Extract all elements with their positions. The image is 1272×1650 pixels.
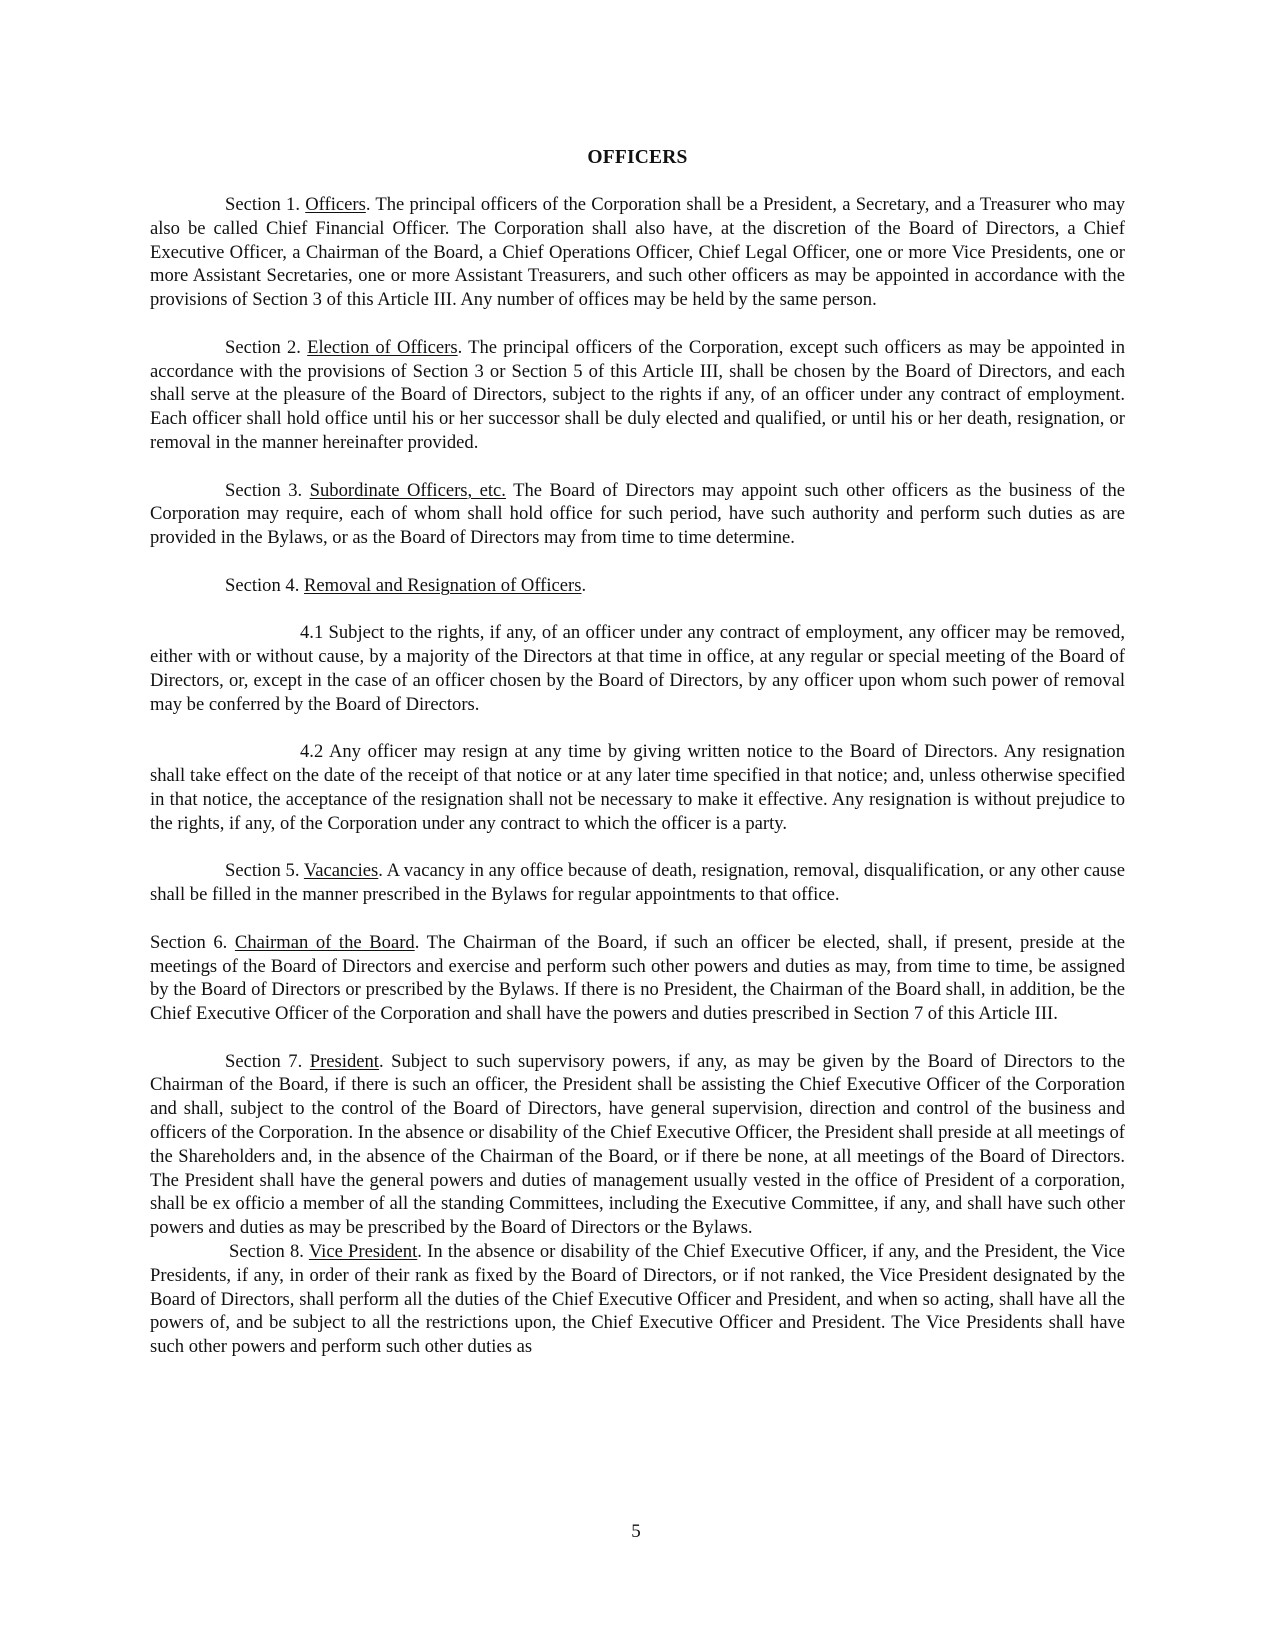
section-8-prefix: Section 8. [229, 1241, 309, 1263]
page-heading: OFFICERS [587, 147, 688, 168]
section-3-paragraph [150, 479, 1125, 550]
section-6-body: . The Chairman of the Board, if such an officer be elected, shall, if present, preside at the meetings of the Board of Directors and exercise and perform such other powers and duties as may, from time to time, be assigned by the Board of Directors or prescribed by the Bylaws. If there is no President, the Chairman of the Board shall, in addition, be the Chief Executive Officer of the Corporation and shall have the powers and duties prescribed in Section 7 of this Article III. [150, 931, 1126, 1025]
page-number: 5 [631, 1521, 641, 1542]
section-6-prefix: Section 6. [150, 931, 235, 953]
document-page [150, 146, 1125, 1359]
section-6-paragraph [150, 931, 1125, 1026]
section-2-title: Election of Officers [307, 336, 458, 358]
section-4-paragraph [150, 574, 1125, 598]
section-1-title: Officers [305, 194, 366, 215]
section-8-title: Vice President [308, 1241, 418, 1263]
section-1-body: . The principal officers of the Corporation shall be a President, a Secretary, and a Treasurer who may also be called Chief Financial Officer. The Corporation shall also have, at the discretion of the Board of Directors, a Chief Executive Officer, a Chairman of the Board, a Chief Operations Officer, Chief Legal Officer, one or more Vice Presidents, one or more Assistant Secretaries, one or more Assistant Treasurers, and such other officers as may be appointed in accordance with the provisions of Section 3 of this Article III. Any number of offices may be held by the same person. [150, 194, 1125, 311]
section-2-paragraph [150, 336, 1125, 455]
subsection-4-2-body: 4.2 Any officer may resign at any time by giving written notice to the Board of Directors. Any resignation shall take effect on the date of the receipt of that notice or at any later time specified in that notice; and, unless otherwise specified in that notice, the acceptance of the resignation shall not be necessary to make it effective. Any resignation is without prejudice to the rights, if any, of the Corporation under any contract to which the officer is a party. [150, 741, 1125, 834]
section-5-title: Vacancies [303, 860, 379, 882]
section-4-prefix: Section 4. [225, 574, 305, 596]
section-2-prefix: Section 2. [225, 336, 308, 358]
section-7-body: . Subject to such supervisory powers, if any, as may be given by the Board of Directors to the Chairman of the Board, if there is such an officer, the President shall be assisting the Chief Executive Officer of the Corporation and shall, subject to the control of the Board of Directors, have general supervision, direction and control of the business and officers of the Corporation. In the absence or disability of the Chief Executive Officer, the President shall preside at all meetings of the Shareholders and, in the absence of the Chairman of the Board, or if there be none, at all meetings of the Board of Directors. The President shall have the general powers and duties of management usually vested in the office of President of a corporation, shall be ex officio a member of all the standing Committees, including the Executive Committee, if any, and shall have such other powers and duties as may be prescribed by the Board of Directors or the Bylaws. [150, 1050, 1125, 1239]
section-8-paragraph [150, 1240, 1125, 1359]
section-3-title: Subordinate Officers, etc. [309, 479, 506, 501]
section-5-prefix: Section 5. [225, 860, 304, 882]
section-7-title: President [309, 1050, 379, 1072]
section-3-prefix: Section 3. [225, 479, 310, 501]
section-2-body: . The principal officers of the Corporation, except such officers as may be appointed in accordance with the provisions of Section 3 or Section 5 of this Article III, shall be chosen by the Board of Directors, and each shall serve at the pleasure of the Board of Directors, subject to the rights if any, of an officer under any contract of employment. Each officer shall hold office until his or her successor shall be duly elected and qualified, or until his or her death, resignation, or removal in the manner hereinafter provided. [150, 336, 1125, 453]
section-5-body: . A vacancy in any office because of death, resignation, removal, disqualification, or any other cause shall be filled in the manner prescribed in the Bylaws for regular appointments to that office. [150, 860, 1125, 906]
section-1-paragraph [150, 193, 1125, 312]
section-3-body: The Board of Directors may appoint such other officers as the business of the Corporation may require, each of whom shall hold office for such period, have such authority and perform such duties as are provided in the Bylaws, or as the Board of Directors may from time to time determine. [150, 479, 1126, 549]
section-7-prefix: Section 7. [225, 1050, 310, 1072]
section-8-body: . In the absence or disability of the Chief Executive Officer, if any, and the President, the Vice Presidents, if any, in order of their rank as fixed by the Board of Directors, or if not ranked, the Vice President designated by the Board of Directors, shall perform all the duties of the Chief Executive Officer and President, and when so acting, shall have all the powers of, and be subject to all the restrictions upon, the Chief Executive Officer and President. The Vice Presidents shall have such other powers and perform such other duties as [150, 1241, 1125, 1358]
section-1-prefix: Section 1. [225, 194, 306, 215]
section-5-paragraph [150, 859, 1125, 907]
section-4-title: Removal and Resignation of Officers [304, 574, 582, 596]
subsection-4-1-body: 4.1 Subject to the rights, if any, of an officer under any contract of employment, any officer may be removed, either with or without cause, by a majority of the Directors at that time in office, at any regular or special meeting of the Board of Directors, or, except in the case of an officer chosen by the Board of Directors, by any officer upon whom such power of removal may be conferred by the Board of Directors. [150, 622, 1125, 715]
section-7-paragraph [150, 1050, 1125, 1240]
section-4-body: . [581, 574, 587, 596]
subsection-4-1-paragraph [150, 621, 1125, 716]
section-6-title: Chairman of the Board [234, 931, 415, 953]
subsection-4-2-paragraph [150, 740, 1125, 835]
